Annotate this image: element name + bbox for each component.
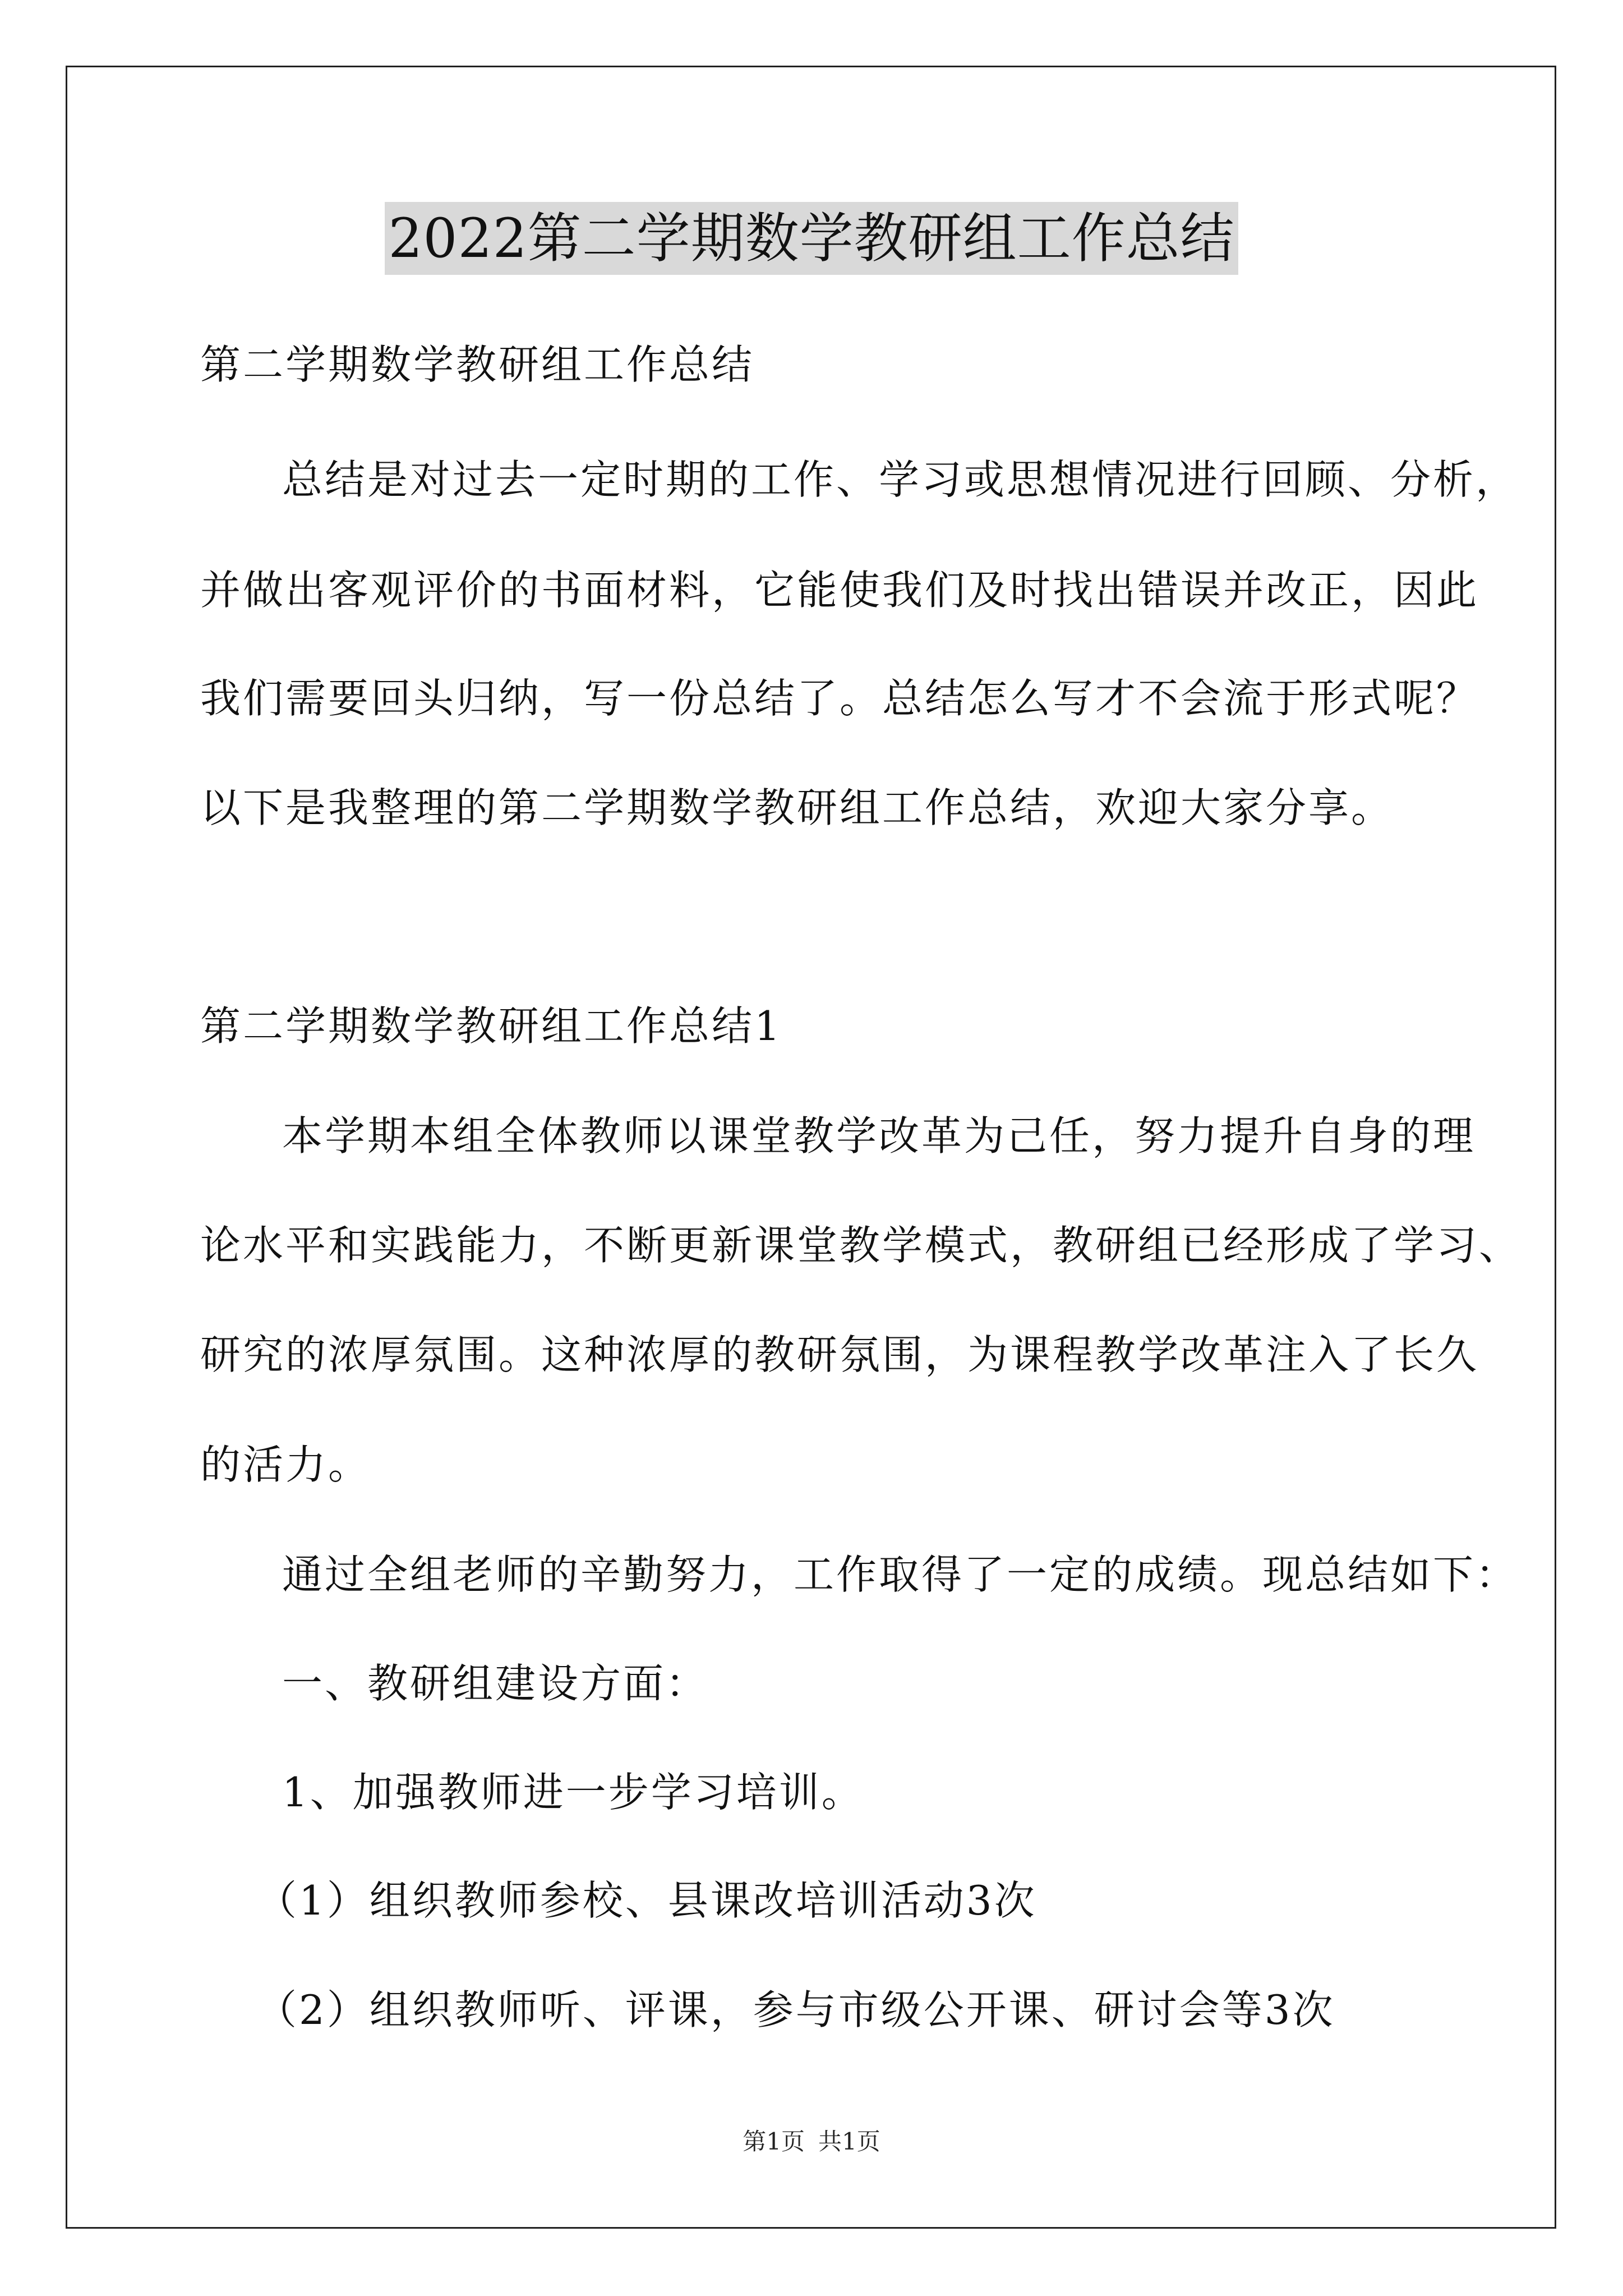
section-heading: 第二学期数学教研组工作总结 bbox=[200, 341, 755, 388]
list-item: 1、加强教师进一步学习培训。 bbox=[282, 1769, 864, 1816]
paragraph-line: 通过全组老师的辛勤努力，工作取得了一定的成绩。现总结如下： bbox=[282, 1551, 1519, 1598]
list-item: （1）组织教师参校、县课改培训活动3次 bbox=[256, 1877, 1037, 1924]
section-heading: 第二学期数学教研组工作总结1 bbox=[200, 1002, 782, 1050]
paragraph-line: 研究的浓厚氛围。这种浓厚的教研氛围，为课程教学改革注入了长久 bbox=[200, 1331, 1479, 1378]
title-wrap bbox=[0, 202, 1623, 275]
page-total: 共1页 bbox=[818, 2128, 880, 2155]
paragraph-line: 论水平和实践能力，不断更新课堂教学模式，教研组已经形成了学习、 bbox=[200, 1222, 1522, 1269]
paragraph-line: 的活力。 bbox=[200, 1441, 371, 1488]
paragraph-line: 本学期本组全体教师以课堂教学改革为己任，努力提升自身的理 bbox=[282, 1112, 1476, 1159]
paragraph-line: 以下是我整理的第二学期数学教研组工作总结，欢迎大家分享。 bbox=[200, 784, 1394, 831]
paragraph-line: 我们需要回头归纳，写一份总结了。总结怎么写才不会流于形式呢？ bbox=[200, 675, 1479, 722]
page-footer bbox=[0, 2126, 1623, 2157]
document-title: 2022第二学期数学教研组工作总结 bbox=[385, 202, 1238, 275]
subheading-line: 一、教研组建设方面： bbox=[282, 1660, 709, 1707]
list-item: （2）组织教师听、评课，参与市级公开课、研讨会等3次 bbox=[256, 1986, 1335, 2033]
paragraph-line: 总结是对过去一定时期的工作、学习或思想情况进行回顾、分析， bbox=[282, 456, 1519, 503]
page-number: 第1页 bbox=[743, 2128, 805, 2155]
paragraph-line: 并做出客观评价的书面材料，它能使我们及时找出错误并改正，因此 bbox=[200, 567, 1479, 614]
